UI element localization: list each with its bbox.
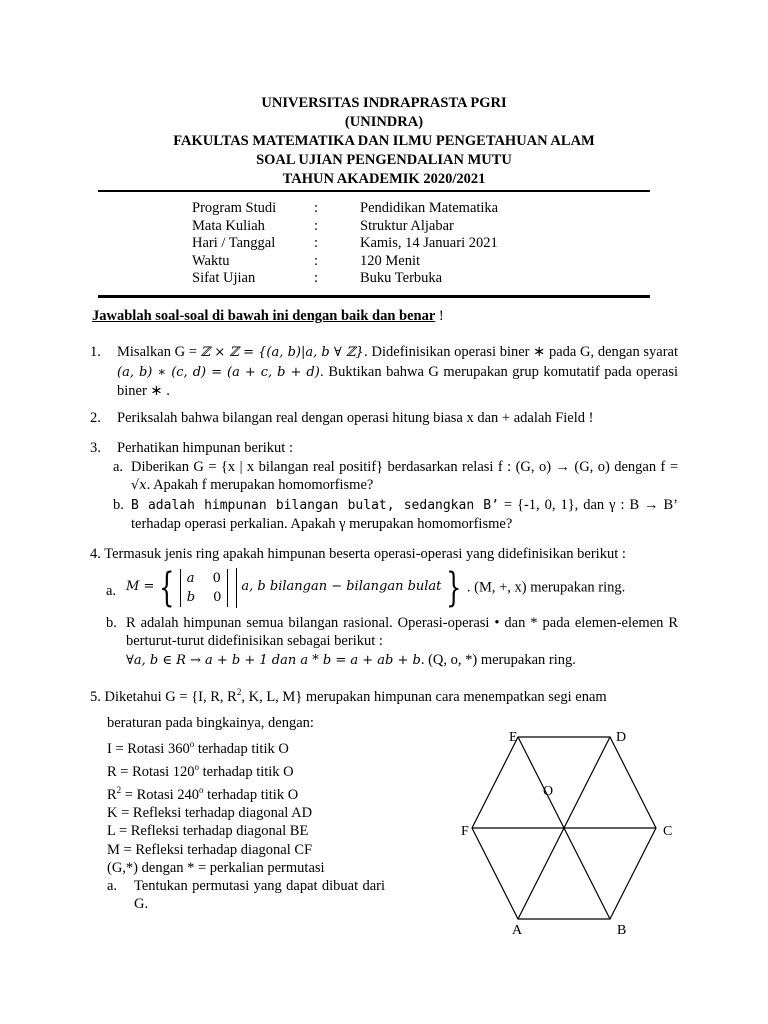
matrix-row (187, 588, 222, 607)
def-sup: o (194, 762, 200, 773)
center-label-o: O (543, 784, 554, 799)
matrix (180, 569, 229, 607)
question-number: 5. (90, 688, 101, 705)
definition-item (107, 735, 385, 758)
sub-text: Tentukan permutasi yang dapat dibuat dari G. (134, 877, 385, 913)
info-sep: : (314, 270, 319, 286)
matrix-cell: 0 (213, 589, 222, 605)
matrix-cell: a (186, 570, 195, 586)
q3-sub-b (113, 496, 678, 534)
q4-sub-a (106, 564, 678, 611)
q1-text: Misalkan G = (117, 344, 201, 360)
header-line-year: TAHUN AKADEMIK 2020/2021 (282, 171, 486, 187)
matrix-condition: a, b bilangan − bilangan bulat (241, 579, 442, 595)
info-key: Mata Kuliah (192, 217, 265, 234)
header-line-abbrev: (UNINDRA) (344, 114, 424, 130)
info-row (192, 253, 498, 271)
hexagon-diagram (455, 727, 685, 942)
def-sup: o (189, 739, 195, 749)
q3b-mono-text: B adalah himpunan bilangan bulat, sedangkan B’ (131, 497, 499, 513)
exam-info (192, 200, 498, 288)
header-divider (98, 190, 650, 192)
sub-label: a. (106, 582, 117, 599)
info-sep: : (314, 200, 319, 216)
exam-header (0, 94, 768, 189)
vertex-label-c: C (663, 824, 673, 839)
q5-text-cont: beraturan pada bingkainya, dengan: (107, 715, 314, 732)
sub-text (131, 458, 678, 496)
definition-item: (G,*) dengan * = perkalian permutasi (107, 859, 325, 876)
sub-text (126, 614, 678, 671)
question-body (117, 343, 678, 401)
q3-text: Perhatikan himpunan berikut : (117, 440, 293, 456)
question-number: 1. (90, 344, 101, 360)
vertex-label-a: A (512, 923, 523, 938)
def-sup: o (199, 785, 204, 796)
header-line-exam: SOAL UJIAN PENGENDALIAN MUTU (256, 152, 512, 168)
q1-text: Buktikan bahwa G merupakan grup komutatif pada operasi biner ∗ . (117, 363, 678, 399)
def-text: I = Rotasi 360 (107, 740, 190, 757)
question-4 (90, 545, 678, 670)
q4b-formula: ∀a, b ∈ R → a + b + 1 dan a * b = a + ab + b (126, 652, 421, 668)
def-text: terhadap titik O (199, 763, 294, 780)
q4-text: Termasuk jenis ring apakah himpunan beserta operasi-operasi yang didefinisikan berikut : (104, 546, 626, 562)
vertex-label-e: E (509, 730, 518, 745)
question-2 (90, 409, 678, 428)
sub-text (131, 496, 678, 534)
header-line-faculty: FAKULTAS MATEMATIKA DAN ILMU PENGETAHUAN ALAM (173, 133, 595, 149)
sub-label: a. (113, 458, 124, 475)
question-1 (90, 343, 678, 401)
sqrt-formula: √x (131, 478, 147, 493)
header-line-university: UNIVERSITAS INDRAPRASTA PGRI (261, 95, 507, 111)
q5-heading (90, 683, 678, 706)
sub-label: a. (107, 877, 118, 894)
info-row (192, 200, 498, 218)
definition-item (107, 781, 385, 804)
matrix-row (187, 569, 222, 588)
question-3 (90, 439, 678, 534)
info-sep: : (314, 235, 319, 251)
definition-item: M = Refleksi terhadap diagonal CF (107, 841, 313, 858)
q3-sub-a (113, 458, 678, 496)
q5-sup: 2 (236, 687, 242, 697)
q4b-text: R adalah himpunan semua bilangan rasional. Operasi-operasi • dan * pada elemen-elemen R berturut-turut didefinisikan sebagai berikut : (126, 614, 678, 649)
def-text: terhadap titik O (194, 740, 289, 757)
q1-set-formula: ℤ × ℤ = {(a, b)|a, b ∀ ℤ}. (200, 345, 368, 360)
instructions-text: Jawablah soal-soal di bawah ini dengan baik dan benar (92, 308, 436, 324)
question-number: 3. (90, 440, 101, 456)
def-text: terhadap titik O (203, 786, 299, 803)
q4-heading (90, 545, 678, 564)
definition-item (107, 758, 385, 781)
q1-operation-formula: (a, b) ∗ (c, d) = (a + c, b + d). (117, 364, 324, 380)
q3a-text: . Apakah f merupakan homomorfisme? (146, 477, 374, 493)
info-value: Buku Terbuka (360, 270, 443, 286)
question-number: 4. (90, 546, 101, 562)
def-text: R (107, 786, 117, 803)
sub-text (126, 564, 678, 611)
set-bar (236, 568, 237, 608)
info-key: Waktu (192, 252, 230, 269)
vertex-label-f: F (461, 824, 469, 839)
info-row (192, 235, 498, 253)
q3a-text: Diberikan G = {x | x bilangan real positif} berdasarkan relasi f : (G, o) → (G, o) dengan f = (131, 458, 678, 475)
info-value: 120 Menit (360, 252, 421, 269)
def-sup: 2 (116, 785, 122, 796)
info-sep: : (314, 217, 319, 234)
q4b-tail: . (Q, o, *) merupakan ring. (420, 651, 576, 668)
info-row (192, 218, 498, 236)
sub-label: b. (113, 496, 124, 513)
q4a-tail: . (M, +, x) merupakan ring. (466, 578, 626, 595)
q3b-text: = {-1, 0, 1}, dan γ : B → B’ terhadap operasi perkalian. Apakah γ merupakan homomorfisme? (131, 496, 678, 532)
question-body: Periksalah bahwa bilangan real dengan operasi hitung biasa x dan + adalah Field ! (117, 410, 594, 426)
vertex-label-d: D (616, 730, 627, 745)
question-number: 2. (90, 410, 101, 426)
right-brace: } (446, 564, 462, 611)
q4b-formula-line (126, 651, 678, 671)
question-body (113, 439, 678, 534)
info-divider (98, 295, 650, 298)
q5-text: , K, L, M} merupakan himpunan cara menempatkan segi enam (241, 688, 607, 705)
info-key: Program Studi (192, 200, 277, 216)
matrix-set-formula (126, 564, 467, 611)
def-text: R = Rotasi 120 (107, 763, 195, 780)
instructions (92, 308, 444, 325)
q5-text: Diketahui G = {I, R, R (104, 688, 237, 705)
q1-text: Didefinisikan operasi biner ∗ pada G, dengan syarat (367, 344, 678, 360)
info-value: Pendidikan Matematika (360, 200, 499, 216)
info-value: Struktur Aljabar (360, 217, 454, 234)
matrix-cell: 0 (212, 570, 221, 586)
def-text: = Rotasi 240 (121, 786, 200, 803)
question-5 (90, 683, 678, 733)
info-row (192, 270, 498, 288)
info-sep: : (314, 252, 319, 269)
q5-sub-a (107, 877, 385, 913)
info-value: Kamis, 14 Januari 2021 (360, 235, 498, 251)
info-key: Sifat Ujian (192, 270, 256, 286)
info-key: Hari / Tanggal (192, 235, 276, 251)
hexagon-svg (455, 727, 685, 942)
definition-item: L = Refleksi terhadap diagonal BE (107, 823, 309, 840)
left-brace: { (159, 564, 175, 611)
instructions-tail: ! (435, 308, 444, 324)
definition-item: K = Refleksi terhadap diagonal AD (107, 805, 313, 822)
sub-label: b. (106, 614, 117, 631)
vertex-label-b: B (617, 923, 627, 938)
matrix-symbol: M = (126, 579, 155, 595)
matrix-cell: b (186, 589, 196, 605)
q5-definitions (107, 735, 385, 913)
q4-sub-b (106, 614, 678, 671)
